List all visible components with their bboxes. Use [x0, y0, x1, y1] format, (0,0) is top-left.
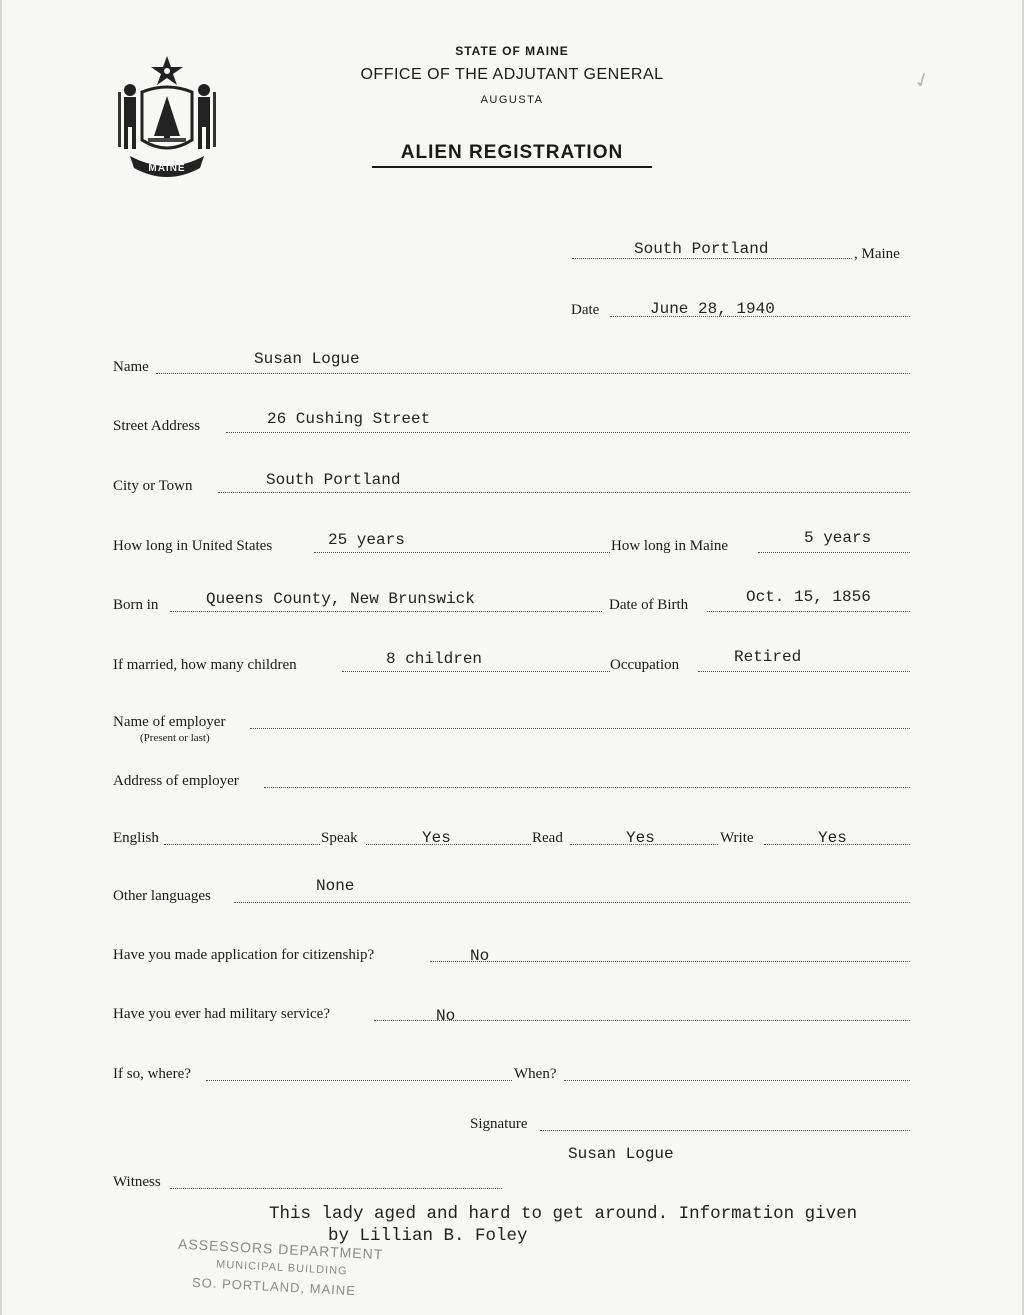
born-in-label: Born in [113, 597, 159, 613]
born-in-value: Queens County, New Brunswick [206, 590, 475, 608]
occupation-label: Occupation [610, 657, 680, 673]
witness-label: Witness [113, 1174, 161, 1190]
citizenship-value: No [470, 947, 490, 965]
date-of-birth-value: Oct. 15, 1856 [746, 588, 871, 606]
how-long-maine-dotted-line [758, 552, 910, 553]
witness-dotted-line [170, 1188, 502, 1189]
occupation-dotted-line [698, 671, 910, 672]
note-line-1: This lady aged and hard to get around. Information given [269, 1204, 858, 1224]
header-state: STATE OF MAINE [455, 44, 569, 58]
place-dotted-line [572, 258, 852, 259]
street-address-label: Street Address [113, 418, 201, 434]
how-long-us-label: How long in United States [113, 538, 273, 554]
english-label: English [113, 830, 159, 846]
read-label: Read [532, 830, 563, 846]
date-of-birth-label: Date of Birth [609, 597, 689, 613]
employer-name-label: Name of employer [113, 714, 226, 730]
street-address-value: 26 Cushing Street [267, 410, 431, 428]
other-languages-value: None [316, 877, 355, 895]
citizenship-dotted-line [430, 961, 910, 962]
citizenship-label: Have you made application for citizenship? [113, 947, 375, 963]
read-value: Yes [626, 829, 655, 847]
other-languages-dotted-line [234, 902, 910, 903]
name-value: Susan Logue [254, 350, 360, 368]
employer-name-dotted-line [250, 728, 910, 729]
children-dotted-line [342, 671, 610, 672]
place-value: South Portland [634, 240, 769, 258]
seal-banner-text: MAINE [148, 163, 186, 174]
employer-name-sublabel: (Present or last) [140, 732, 210, 744]
stamp-line-1: ASSESSORS DEPARTMENT [177, 1235, 384, 1263]
employer-address-label: Address of employer [113, 773, 239, 789]
other-languages-label: Other languages [113, 888, 211, 904]
street-address-dotted-line [226, 432, 910, 433]
check-mark-icon: ✓ [910, 67, 935, 95]
date-of-birth-dotted-line [707, 611, 910, 612]
children-value: 8 children [386, 650, 483, 668]
military-label: Have you ever had military service? [113, 1006, 330, 1022]
when-label: When? [514, 1066, 557, 1082]
employer-address-dotted-line [264, 787, 910, 788]
city-dotted-line [218, 492, 910, 493]
english-dotted-line [164, 844, 320, 845]
header-city: AUGUSTA [480, 94, 544, 106]
speak-label: Speak [321, 830, 358, 846]
form-title: ALIEN REGISTRATION [372, 142, 652, 168]
name-label: Name [113, 359, 149, 375]
header-office: OFFICE OF THE ADJUTANT GENERAL [360, 66, 664, 83]
city-value: South Portland [266, 471, 401, 489]
occupation-value: Retired [734, 648, 802, 666]
if-so-where-label: If so, where? [113, 1066, 191, 1082]
signature-label: Signature [470, 1116, 528, 1132]
how-long-maine-value: 5 years [804, 529, 872, 547]
when-dotted-line [564, 1080, 910, 1081]
if-so-where-dotted-line [206, 1080, 512, 1081]
how-long-us-dotted-line [314, 552, 610, 553]
speak-value: Yes [422, 829, 451, 847]
stamp-line-3: SO. PORTLAND, MAINE [191, 1274, 357, 1299]
signature-dotted-line [540, 1130, 910, 1131]
place-suffix: , Maine [854, 246, 900, 262]
military-value: No [436, 1007, 456, 1025]
note-line-2: by Lillian B. Foley [328, 1226, 528, 1246]
children-label: If married, how many children [113, 657, 297, 673]
signature-value: Susan Logue [568, 1145, 674, 1163]
write-value: Yes [818, 829, 847, 847]
city-label: City or Town [113, 478, 193, 494]
how-long-us-value: 25 years [328, 531, 405, 549]
how-long-maine-label: How long in Maine [611, 538, 729, 554]
name-dotted-line [156, 373, 910, 374]
born-in-dotted-line [170, 611, 602, 612]
date-label: Date [571, 302, 600, 318]
stamp-line-2: MUNICIPAL BUILDING [215, 1258, 348, 1278]
write-label: Write [720, 830, 754, 846]
date-value: June 28, 1940 [650, 300, 775, 318]
